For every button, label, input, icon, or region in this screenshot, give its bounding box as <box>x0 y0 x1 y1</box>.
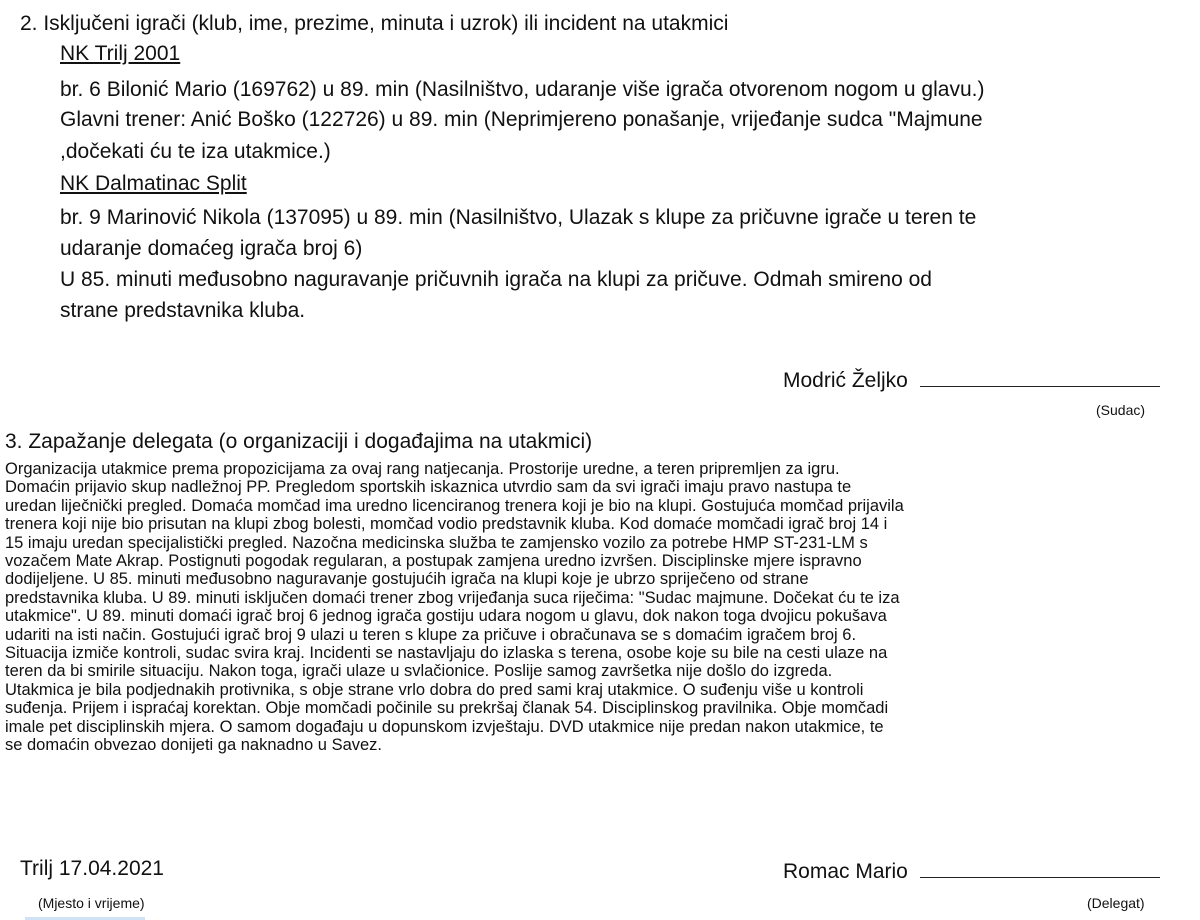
sendoff-line: br. 6 Bilonić Mario (169762) u 89. min (Nasilništvo, udaranje više igrača otvorenom nogom u glavu.) <box>60 78 985 101</box>
sendoff-line: br. 9 Marinović Nikola (137095) u 89. min (Nasilništvo, Ulazak s klupe za pričuvne igrače u teren te <box>60 206 977 229</box>
delegate-role-label: (Delegat) <box>1087 895 1145 911</box>
referee-name: Modrić Željko <box>783 369 908 392</box>
sendoff-line: Glavni trener: Anić Boško (122726) u 89. min (Neprimjereno ponašanje, vrijeđanje sudca "Majmune <box>60 108 983 131</box>
text-line: suđenja. Prijem i ispraćaj korektan. Obje momčadi počinile su prekršaj članak 54. Disciplinskog pravilnika. Obje momčadi <box>5 699 889 718</box>
delegate-observations <box>5 460 1195 755</box>
text-line: utakmice". U 89. minuti domaći igrač broj 6 jednog igrača gostiju udara nogom u glavu, dok nakon toga dvojicu pokušava <box>5 607 887 626</box>
text-line: uredan liječnički pregled. Domaća momčad ima uredno licenciranog trenera koji je bio na klupi. Gostujuća momčad prijavila <box>5 496 904 515</box>
delegate-signature <box>783 857 1160 884</box>
signature-line <box>920 366 1160 387</box>
sendoff-line: udaranje domaćeg igrača broj 6) <box>60 237 363 260</box>
text-line: se domaćin obvezao donijeti ga naknadno u Savez. <box>5 736 383 755</box>
text-line: teren da bi smirile situaciju. Nakon toga, igrači ulaze u svlačionice. Poslije samog završetka nije došlo do izgreda. <box>5 662 833 681</box>
section-2-title: 2. Isključeni igrači (klub, ime, prezime, minuta i uzrok) ili incident na utakmici <box>20 12 729 35</box>
place-date-label: (Mjesto i vrijeme) <box>38 895 145 911</box>
text-line: 15 imaju uredan specijalistički pregled. Nazočna medicinska služba te zamjensko vozilo za potrebe HMP ST-231-LM s <box>5 533 868 552</box>
text-line: predstavnika kluba. U 89. minuti isključen domaći trener zbog vrijeđanja suca riječima: "Sudac majmune. Dočekat ću te iza <box>5 588 900 607</box>
sendoff-line: ,dočekati ću te iza utakmice.) <box>60 140 331 163</box>
section-3-title: 3. Zapažanje delegata (o organizaciji i događajima na utakmici) <box>5 430 593 453</box>
text-line: trenera koji nije bio prisutan na klupi zbog bolesti, momčad vodio predstavnik kluba. Kod domaće momčadi igrač broj 14 i <box>5 515 888 534</box>
place-date: Trilj 17.04.2021 <box>20 857 164 880</box>
text-line: Situacija izmiče kontroli, sudac svira kraj. Incidenti se nastavljaju do izlaska s terena, osobe koje su bile na cesti ulaze na <box>5 644 888 663</box>
text-line: vozačem Mate Akrap. Postignuti pogodak regularan, a postupak zamjena uredno izvršen. Disciplinske mjere ispravno <box>5 552 862 571</box>
incident-line: strane predstavnika kluba. <box>60 299 306 322</box>
text-line: Organizacija utakmice prema propozicijama za ovaj rang natjecanja. Prostorije uredne, a teren pripremljen za igru. <box>5 460 840 478</box>
text-line: udariti na isti način. Gostujući igrač broj 9 ulazi u teren s klupe za pričuve i obračunava se s domaćim igračem broj 6. <box>5 625 857 644</box>
delegate-name: Romac Mario <box>783 860 908 883</box>
text-line: Domaćin prijavio skup nadležnoj PP. Pregledom sportskih iskaznica utvrdio sam da svi igrači imaju pravo nastupa te <box>5 478 852 497</box>
text-line: dodijeljene. U 85. minuti međusobno naguravanje gostujućih igrača na klupi koje je ubrzo spriječeno od strane <box>5 570 809 589</box>
club-name-away: NK Dalmatinac Split <box>60 172 247 195</box>
text-line: imale pet disciplinskih mjera. O samom događaju u dopunskom izvještaju. DVD utakmice nije predan nakon utakmice, te <box>5 717 884 736</box>
incident-line: U 85. minuti međusobno naguravanje pričuvnih igrača na klupi za pričuve. Odmah smireno od <box>60 268 932 291</box>
text-line: Utakmica je bila podjednakih protivnika, s obje strane vrlo dobra do pred sami kraj utakmice. O suđenju više u kontroli <box>5 680 864 699</box>
club-name-home: NK Trilj 2001 <box>60 42 181 65</box>
signature-line <box>920 857 1160 878</box>
referee-role-label: (Sudac) <box>1096 402 1146 418</box>
referee-signature <box>783 366 1160 393</box>
